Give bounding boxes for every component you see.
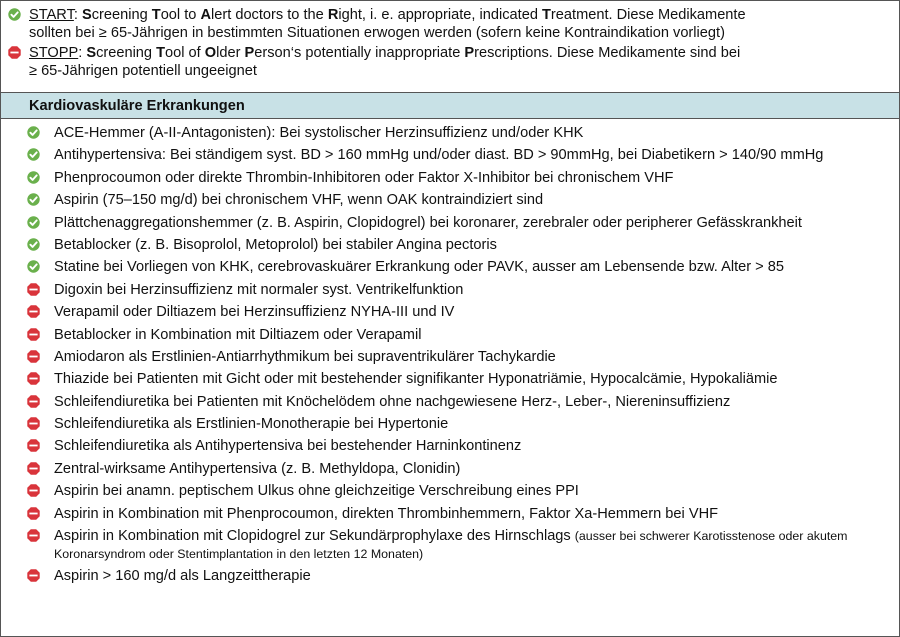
list-item [54,567,893,585]
list-item [54,348,893,366]
list-item [54,482,893,500]
list-item-text: Statine bei Vorliegen von KHK, cerebrovaskuärer Erkrankung oder PAVK, ausser am Lebensende bzw. Alter > 85 [54,259,784,276]
list-item [54,527,893,563]
list-item-text: Aspirin in Kombination mit Phenprocoumon, direkten Thrombinhemmern, Faktor Xa-Hemmern bei VHF [54,505,719,522]
stop-sign-icon [27,439,40,452]
list-item [54,326,893,344]
list-item [54,146,893,164]
stop-sign-icon [8,46,21,59]
check-circle-icon [27,171,40,184]
list-item-text: Schleifendiuretika bei Patienten mit Knöchelödem ohne nachgewiesene Herz-, Leber-, Niereninsuffizienz [54,393,731,410]
start-label: START [29,7,74,23]
list-item-text: Betablocker (z. B. Bisoprolol, Metoprolol) bei stabiler Angina pectoris [54,236,497,253]
list-item-text: ACE-Hemmer (A-II-Antagonisten): Bei systolischer Herzinsuffizienz und/oder KHK [54,125,584,141]
section-title: Kardiovaskuläre Erkrankungen [29,98,245,114]
stop-sign-icon [27,484,40,497]
stop-sign-icon [27,305,40,318]
list-item [54,370,893,388]
list-item-text: Schleifendiuretika als Erstlinien-Monotherapie bei Hypertonie [54,416,449,433]
list-item [54,124,893,142]
stop-sign-icon [27,283,40,296]
criteria-list [1,124,899,590]
list-item-note: (ausser bei schwerer Karotisstenose oder akutem Koronarsyndrom oder Stentimplantation in den letzten 12 Monaten) [54,529,848,562]
list-item-text: Phenprocoumon oder direkte Thrombin-Inhibitoren oder Faktor X-Inhibitor bei chronischem VHF [54,169,674,186]
list-item [54,415,893,433]
legend-start: START: Screening Tool to Alert doctors to the Right, i. e. appropriate, indicated Treatment. Diese Medikamente sollten bei ≥ 65-Jährigen in bestimmten Situationen erwogen werden (sofern keine Kontraindikation vorliegt) [29,6,891,42]
list-item [54,281,893,299]
check-circle-icon [27,216,40,229]
stop-sign-icon [27,328,40,341]
list-item-text: Zentral-wirksame Antihypertensiva (z. B. Methyldopa, Clonidin) [54,460,461,477]
check-circle-icon [27,193,40,206]
list-item [54,258,893,276]
stop-sign-icon [27,507,40,520]
list-item-text: Aspirin bei anamn. peptischem Ulkus ohne gleichzeitige Verschreibung eines PPI [54,483,579,500]
list-item-text: Digoxin bei Herzinsuffizienz mit normaler syst. Ventrikelfunktion [54,281,464,298]
list-item [54,236,893,254]
check-circle-icon [8,8,21,21]
list-item-text: Amiodaron als Erstlinien-Antiarrhythmikum bei supraventrikulärer Tachykardie [54,348,556,365]
list-item-text: Betablocker in Kombination mit Diltiazem oder Verapamil [54,326,422,343]
stopp-description: ≥ 65-Jährigen potentiell ungeeignet [29,63,257,79]
legend-stopp: STOPP: Screening Tool of Older Person‘s potentially inappropriate Prescriptions. Diese Medikamente sind bei ≥ 65-Jährigen potentiell ungeeignet [29,44,891,80]
legend-box [1,1,899,93]
list-item [54,191,893,209]
list-item-text: Verapamil oder Diltiazem bei Herzinsuffizienz NYHA-III und IV [54,304,455,321]
stop-sign-icon [27,372,40,385]
check-circle-icon [27,260,40,273]
list-item-text: Antihypertensiva: Bei ständigem syst. BD > 160 mmHg und/oder diast. BD > 90mmHg, bei Diabetikern > 140/90 mmHg [54,147,824,164]
list-item [54,303,893,321]
list-item-text: Schleifendiuretika als Antihypertensiva bei bestehender Harninkontinenz [54,438,522,455]
list-item-text: Thiazide bei Patienten mit Gicht oder mit bestehender signifikanter Hyponatriämie, Hypocalcämie, Hypokaliämie [54,371,778,388]
stop-sign-icon [27,529,40,542]
list-item [54,437,893,455]
list-item [54,393,893,411]
section-header [1,93,899,119]
check-circle-icon [27,126,40,139]
list-item-text: Plättchenaggregationshemmer (z. B. Aspirin, Clopidogrel) bei koronarer, zerebraler oder peripherer Gefässkrankheit [54,214,802,231]
check-circle-icon [27,238,40,251]
stop-sign-icon [27,569,40,582]
check-circle-icon [27,148,40,161]
stopp-label: STOPP [29,45,79,61]
stop-sign-icon [27,462,40,475]
start-description: sollten bei ≥ 65-Jährigen in bestimmten Situationen erwogen werden (sofern keine Kontraindikation vorliegt) [29,25,725,41]
stop-sign-icon [27,417,40,430]
stop-sign-icon [27,395,40,408]
list-item-text: Aspirin > 160 mg/d als Langzeittherapie [54,568,311,585]
list-item-text: Aspirin in Kombination mit Clopidogrel zur Sekundärprophylaxe des Hirnschlags [54,528,571,545]
stop-sign-icon [27,350,40,363]
list-item [54,505,893,523]
list-item [54,460,893,478]
list-item [54,169,893,187]
list-item-text: Aspirin (75–150 mg/d) bei chronischem VHF, wenn OAK kontraindiziert sind [54,192,544,209]
list-item [54,214,893,232]
